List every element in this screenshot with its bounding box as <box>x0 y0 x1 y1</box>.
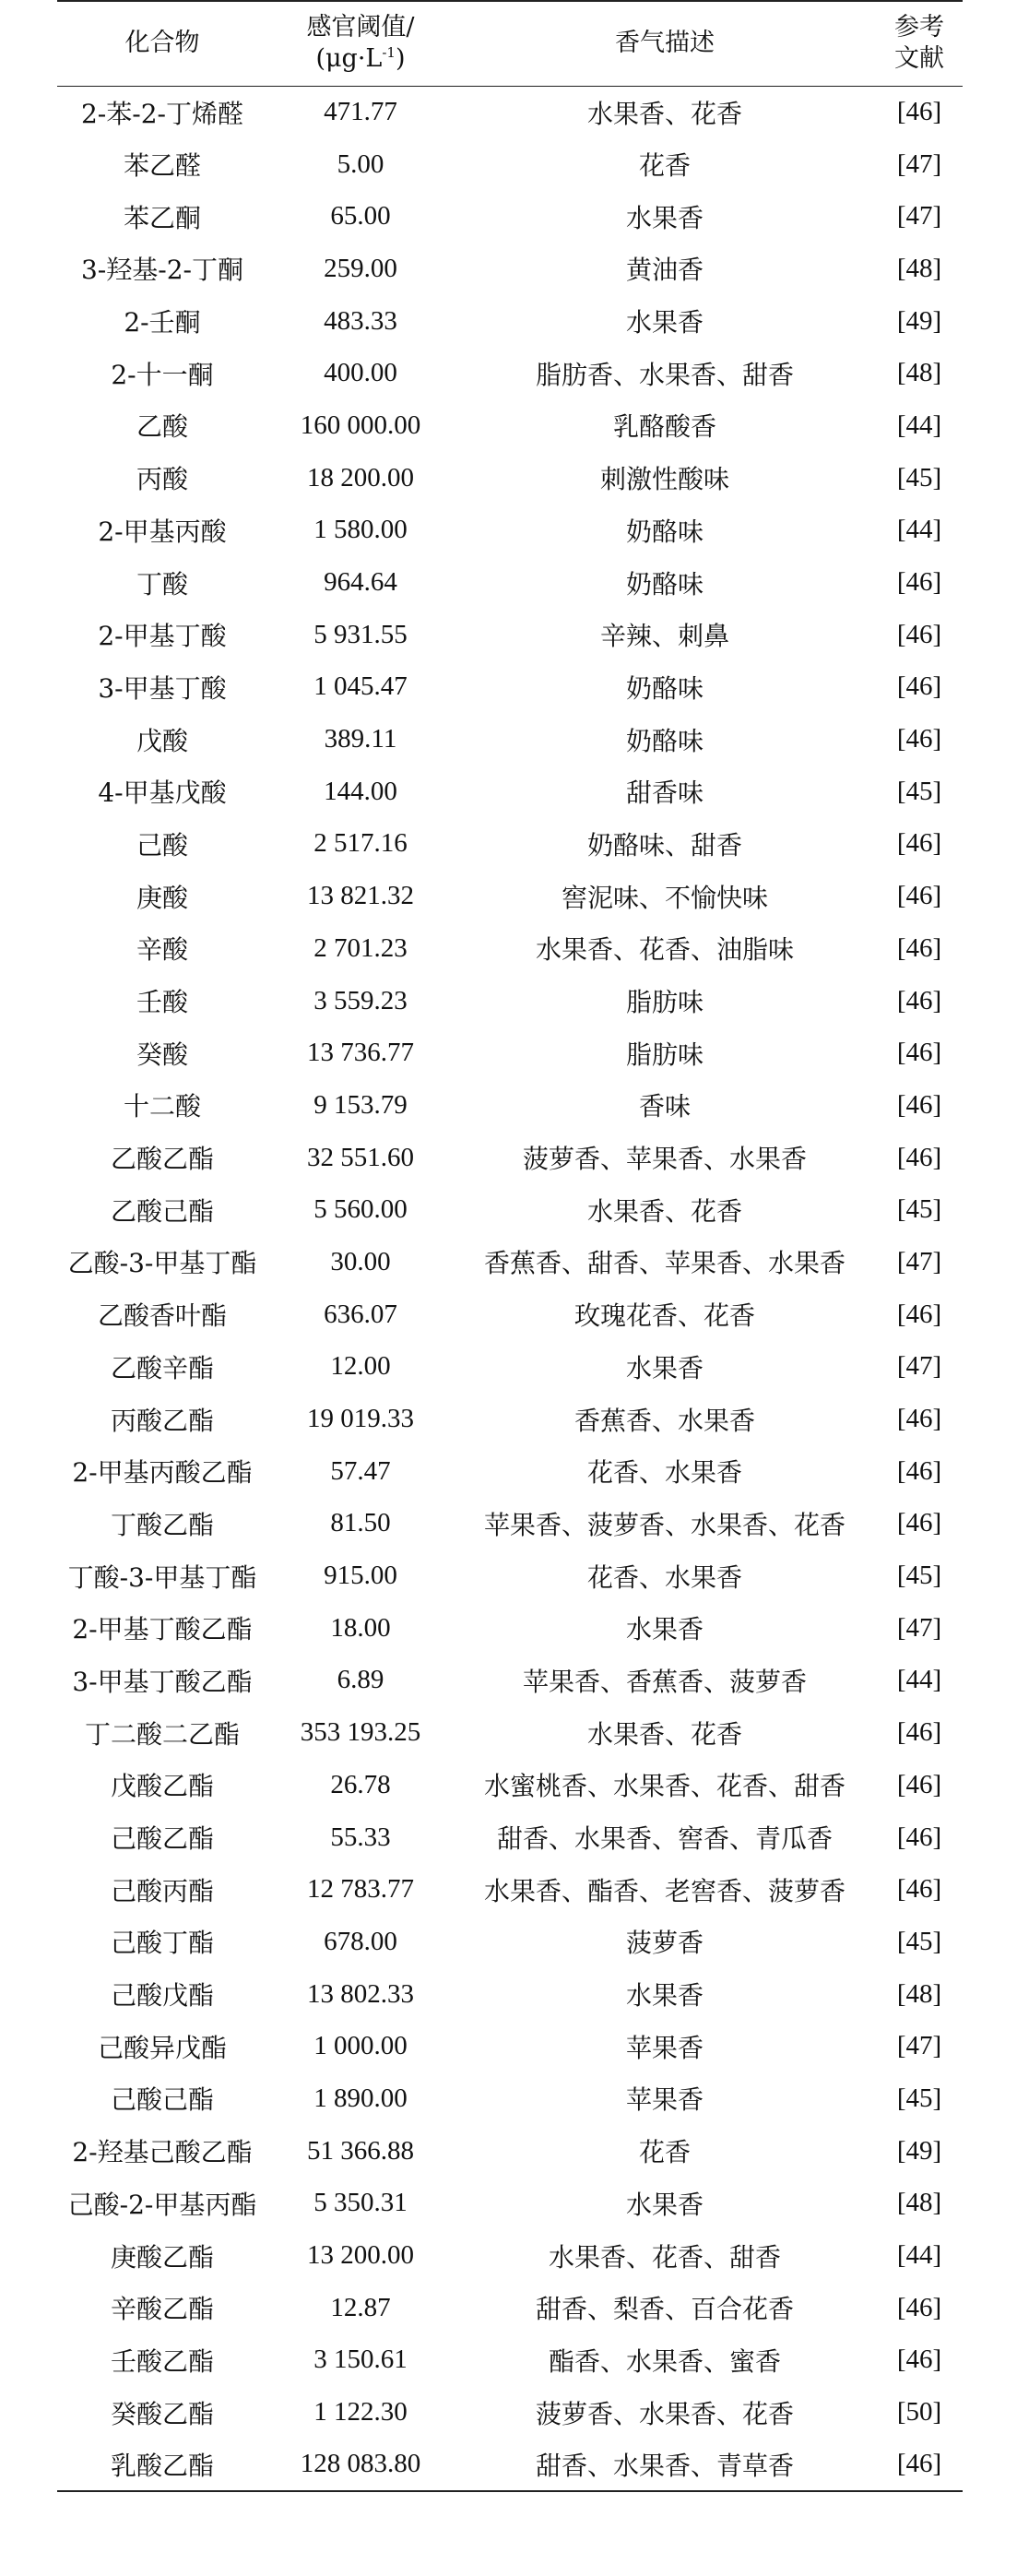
cell-reference: [44] <box>896 515 942 545</box>
cell-threshold: 12.00 <box>330 1351 391 1382</box>
cell-threshold: 12 783.77 <box>307 1874 414 1905</box>
cell-description: 甜香、水果香、窖香、青瓜香 <box>496 1823 833 1855</box>
cell-description: 菠萝香、水果香、花香 <box>535 2398 794 2429</box>
table-row <box>57 2386 963 2439</box>
cell-compound: 3-甲基丁酸 <box>98 672 227 704</box>
cell-description: 花香 <box>638 150 691 182</box>
cell-threshold: 2 701.23 <box>313 932 408 963</box>
cell-compound: 4-甲基戊酸 <box>98 778 227 809</box>
cell-reference: [46] <box>896 567 942 598</box>
cell-compound: 己酸丙酯 <box>110 1875 214 1906</box>
cell-threshold: 144.00 <box>324 776 397 806</box>
cell-compound: 戊酸乙酯 <box>110 1771 214 1802</box>
cell-threshold: 128 083.80 <box>267 2439 454 2491</box>
table-row <box>57 661 963 714</box>
cell-compound: 2-十一酮 <box>111 359 214 390</box>
cell-description: 香蕉香、甜香、苹果香、水果香 <box>483 1248 846 1279</box>
table-row <box>57 1968 963 2021</box>
table-row <box>57 870 963 922</box>
cell-threshold: 13 200.00 <box>307 2240 414 2271</box>
cell-compound: 乳酸乙酯 <box>57 2439 267 2491</box>
cell-description: 苹果香 <box>625 2032 704 2063</box>
table-row <box>57 1393 963 1445</box>
cell-threshold: 32 551.60 <box>307 1142 414 1172</box>
table-row <box>57 1288 963 1341</box>
cell-compound: 乙酸辛酯 <box>110 1352 214 1383</box>
cell-description: 脂肪味 <box>625 1039 704 1070</box>
cell-reference: [46] <box>896 619 942 649</box>
table-row <box>57 1811 963 1864</box>
cell-reference: [46] <box>896 1089 942 1120</box>
cell-reference: [50] <box>896 2397 942 2428</box>
cell-reference: [45] <box>896 1926 942 1956</box>
cell-reference: [47] <box>896 148 942 179</box>
cell-threshold: 1 045.47 <box>313 671 408 702</box>
cell-threshold: 3 559.23 <box>313 985 408 1015</box>
table-row <box>57 1236 963 1288</box>
cell-description: 脂肪味 <box>625 987 704 1018</box>
cell-threshold: 259.00 <box>324 253 397 283</box>
table-row <box>57 295 963 348</box>
table-row <box>57 190 963 243</box>
table-row <box>57 556 963 609</box>
cell-compound: 乙酸-3-甲基丁酯 <box>67 1248 257 1279</box>
cell-description: 水果香 <box>625 307 704 338</box>
cell-threshold: 5 931.55 <box>313 619 408 649</box>
cell-compound: 庚酸 <box>136 882 188 913</box>
cell-description: 乳酪酸香 <box>612 411 716 443</box>
cell-compound: 2-甲基丙酸乙酯 <box>72 1457 253 1489</box>
cell-reference: [46] <box>896 1455 942 1486</box>
cell-threshold: 81.50 <box>330 1508 391 1538</box>
cell-threshold: 1 890.00 <box>313 2083 408 2113</box>
cell-threshold: 160 000.00 <box>300 410 421 440</box>
cell-reference: [45] <box>896 2083 942 2113</box>
cell-threshold: 12.87 <box>330 2292 391 2322</box>
table-row <box>57 138 963 191</box>
cell-description: 水果香 <box>625 2189 704 2220</box>
cell-reference: [47] <box>896 1612 942 1643</box>
cell-threshold: 19 019.33 <box>307 1404 414 1434</box>
cell-compound: 辛酸乙酯 <box>110 2294 214 2325</box>
cell-compound: 苯乙醛 <box>123 150 201 182</box>
cell-threshold: 400.00 <box>324 358 397 388</box>
cell-reference: [47] <box>896 1246 942 1276</box>
cell-threshold: 26.78 <box>330 1769 391 1799</box>
cell-reference: [45] <box>896 1561 942 1591</box>
cell-description: 奶酪味、甜香 <box>586 829 742 861</box>
cell-description: 苹果香 <box>625 2084 704 2116</box>
cell-description: 甜香、水果香、青草香 <box>454 2439 876 2491</box>
cell-threshold: 3 150.61 <box>313 2345 408 2375</box>
cell-threshold: 5.00 <box>337 148 384 179</box>
cell-reference: [46] <box>896 671 942 702</box>
cell-description: 甜香、梨香、百合花香 <box>535 2294 794 2325</box>
cell-compound: 2-苯-2-丁烯醛 <box>80 98 243 129</box>
cell-description: 水果香 <box>625 1980 704 2012</box>
table-row <box>57 1027 963 1079</box>
cell-threshold: 18.00 <box>330 1612 391 1643</box>
cell-description: 花香、水果香 <box>586 1457 742 1489</box>
cell-compound: 己酸丁酯 <box>110 1928 214 1959</box>
cell-description: 水果香 <box>625 202 704 233</box>
table-row <box>57 1445 963 1498</box>
cell-description: 水果香、花香、油脂味 <box>535 934 794 966</box>
table-row <box>57 1132 963 1184</box>
cell-compound: 3-甲基丁酸乙酯 <box>72 1666 253 1697</box>
cell-threshold: 483.33 <box>324 305 397 336</box>
cell-threshold: 1 122.30 <box>313 2397 408 2428</box>
cell-compound: 乙酸 <box>136 411 188 443</box>
cell-compound: 己酸 <box>136 829 188 861</box>
cell-reference: [46] <box>896 1142 942 1172</box>
cell-description: 水果香 <box>625 1614 704 1645</box>
table-row <box>57 2334 963 2387</box>
cell-reference: [48] <box>896 253 942 283</box>
cell-reference: [46] <box>896 2292 942 2322</box>
cell-compound: 庚酸乙酯 <box>110 2241 214 2273</box>
cell-reference: [46] <box>896 1874 942 1905</box>
cell-threshold: 389.11 <box>324 724 397 754</box>
cell-threshold: 13 736.77 <box>307 1038 414 1068</box>
cell-compound: 丁二酸二乙酯 <box>84 1718 240 1750</box>
table-row <box>57 1498 963 1550</box>
cell-reference: [46] <box>896 1038 942 1068</box>
cell-compound: 2-甲基丁酸乙酯 <box>72 1614 253 1645</box>
cell-reference: [46] <box>896 881 942 911</box>
cell-reference: [48] <box>896 358 942 388</box>
table-row <box>57 1759 963 1811</box>
cell-description: 甜香味 <box>625 778 704 809</box>
table-body <box>57 86 963 2491</box>
cell-description: 酯香、水果香、蜜香 <box>548 2345 781 2377</box>
cell-threshold: 57.47 <box>330 1455 391 1486</box>
cell-compound: 苯乙酮 <box>123 202 201 233</box>
cell-reference: [49] <box>896 305 942 336</box>
cell-description: 玫瑰花香、花香 <box>574 1300 755 1332</box>
header-compound: 化合物 <box>57 1 267 86</box>
table-row <box>57 1341 963 1394</box>
cell-threshold: 915.00 <box>324 1561 397 1591</box>
cell-compound: 丙酸 <box>136 464 188 495</box>
cell-reference: [47] <box>896 1351 942 1382</box>
cell-compound: 丁酸 <box>136 568 188 599</box>
cell-compound: 十二酸 <box>123 1091 201 1122</box>
cell-description: 奶酪味 <box>625 725 704 756</box>
table-row <box>57 1602 963 1655</box>
cell-description: 脂肪香、水果香、甜香 <box>535 359 794 390</box>
cell-description: 窖泥味、不愉快味 <box>561 882 768 913</box>
table-row <box>57 609 963 661</box>
header-threshold-unit <box>267 43 454 75</box>
cell-threshold: 13 821.32 <box>307 881 414 911</box>
header-threshold-unit-suffix: ) <box>395 44 406 74</box>
header-reference <box>876 1 963 86</box>
cell-threshold: 353 193.25 <box>300 1717 421 1748</box>
table-row <box>57 713 963 766</box>
table-row <box>57 2282 963 2334</box>
cell-description: 苹果香、香蕉香、菠萝香 <box>522 1666 807 1697</box>
cell-compound: 2-甲基丁酸 <box>98 621 227 652</box>
cell-reference: [46] <box>876 2439 963 2491</box>
cell-reference: [46] <box>896 1717 942 1748</box>
table-row <box>57 452 963 505</box>
header-threshold-unit-prefix: (μg·L <box>315 44 383 74</box>
cell-reference: [44] <box>896 2240 942 2271</box>
cell-reference: [45] <box>896 776 942 806</box>
cell-compound: 2-甲基丙酸 <box>98 516 227 547</box>
cell-threshold: 964.64 <box>324 567 397 598</box>
cell-reference: [49] <box>896 2135 942 2166</box>
table-row <box>57 2229 963 2282</box>
cell-reference: [44] <box>896 1665 942 1695</box>
table-row <box>57 818 963 871</box>
cell-reference: [46] <box>896 97 942 127</box>
cell-reference: [47] <box>896 2031 942 2061</box>
cell-compound: 3-羟基-2-丁酮 <box>80 255 243 286</box>
cell-description: 菠萝香 <box>625 1928 704 1959</box>
cell-compound: 丁酸-3-甲基丁酯 <box>67 1561 257 1593</box>
cell-description: 水果香、花香 <box>586 1195 742 1227</box>
cell-description: 辛辣、刺鼻 <box>599 621 729 652</box>
table-row <box>57 2439 963 2491</box>
cell-reference: [46] <box>896 1404 942 1434</box>
table-row <box>57 399 963 452</box>
cell-compound: 辛酸 <box>136 934 188 966</box>
table-row <box>57 1183 963 1236</box>
cell-description: 奶酪味 <box>625 568 704 599</box>
cell-reference: [46] <box>896 1822 942 1852</box>
cell-reference: [44] <box>896 410 942 440</box>
cell-description: 刺激性酸味 <box>599 464 729 495</box>
cell-threshold: 13 802.33 <box>307 1978 414 2009</box>
cell-compound: 2-壬酮 <box>124 307 201 338</box>
cell-threshold: 471.77 <box>324 97 397 127</box>
cell-threshold: 678.00 <box>324 1926 397 1956</box>
table-row <box>57 2125 963 2178</box>
cell-reference: [48] <box>896 1978 942 2009</box>
table-row <box>57 86 963 138</box>
table-row <box>57 1863 963 1916</box>
table-row <box>57 922 963 975</box>
header-threshold-unit-sup: -1 <box>382 44 396 62</box>
cell-reference: [46] <box>896 932 942 963</box>
cell-compound: 己酸戊酯 <box>110 1980 214 2012</box>
cell-description: 水果香、酯香、老窖香、菠萝香 <box>483 1875 846 1906</box>
table-row <box>57 1549 963 1602</box>
cell-threshold: 1 580.00 <box>313 515 408 545</box>
cell-description: 水果香、花香 <box>586 98 742 129</box>
cell-threshold: 30.00 <box>330 1246 391 1276</box>
cell-description: 花香、水果香 <box>586 1561 742 1593</box>
cell-reference: [45] <box>896 1194 942 1225</box>
cell-compound: 丁酸乙酯 <box>110 1509 214 1540</box>
header-threshold-label: 感官阈值/ <box>306 13 415 42</box>
cell-threshold: 1 000.00 <box>313 2031 408 2061</box>
table-row <box>57 505 963 557</box>
table-row <box>57 2072 963 2125</box>
cell-description: 黄油香 <box>625 255 704 286</box>
table-row <box>57 1655 963 1707</box>
cell-threshold: 18 200.00 <box>307 462 414 493</box>
cell-threshold: 55.33 <box>330 1822 391 1852</box>
table-row <box>57 766 963 818</box>
cell-description: 水蜜桃香、水果香、花香、甜香 <box>483 1771 846 1802</box>
cell-compound: 癸酸 <box>136 1039 188 1070</box>
header-reference-line2: 文献 <box>894 44 944 74</box>
cell-compound: 戊酸 <box>136 725 188 756</box>
cell-reference: [46] <box>896 1299 942 1329</box>
cell-reference: [46] <box>896 2345 942 2375</box>
cell-reference: [45] <box>896 462 942 493</box>
cell-threshold: 636.07 <box>324 1299 397 1329</box>
table-row <box>57 1706 963 1759</box>
cell-threshold: 5 560.00 <box>313 1194 408 1225</box>
cell-description: 香味 <box>638 1091 691 1122</box>
table-row <box>57 1079 963 1132</box>
table-row <box>57 2178 963 2230</box>
cell-description: 水果香 <box>625 1352 704 1383</box>
table-row <box>57 2020 963 2072</box>
odor-threshold-table-container <box>57 0 963 2492</box>
cell-reference: [46] <box>896 1769 942 1799</box>
header-description: 香气描述 <box>454 1 876 86</box>
cell-compound: 2-羟基己酸乙酯 <box>72 2137 253 2168</box>
cell-reference: [47] <box>896 201 942 231</box>
cell-compound: 乙酸乙酯 <box>110 1144 214 1175</box>
cell-compound: 己酸乙酯 <box>110 1823 214 1855</box>
cell-description: 苹果香、菠萝香、水果香、花香 <box>483 1509 846 1540</box>
table-row <box>57 1916 963 1968</box>
cell-threshold: 6.89 <box>337 1665 384 1695</box>
cell-reference: [46] <box>896 828 942 859</box>
cell-compound: 己酸己酯 <box>110 2084 214 2116</box>
header-row <box>57 1 963 86</box>
header-reference-line1: 参考 <box>894 13 944 42</box>
table-header <box>57 1 963 86</box>
table-row <box>57 243 963 295</box>
cell-reference: [46] <box>896 985 942 1015</box>
cell-compound: 壬酸 <box>136 987 188 1018</box>
cell-description: 奶酪味 <box>625 672 704 704</box>
cell-description: 菠萝香、苹果香、水果香 <box>522 1144 807 1175</box>
table-row <box>57 975 963 1027</box>
cell-reference: [46] <box>896 1508 942 1538</box>
cell-compound: 癸酸乙酯 <box>110 2398 214 2429</box>
cell-threshold: 9 153.79 <box>313 1089 408 1120</box>
table-row <box>57 347 963 399</box>
cell-compound: 己酸-2-甲基丙酯 <box>67 2189 257 2220</box>
cell-description: 水果香、花香 <box>586 1718 742 1750</box>
cell-threshold: 65.00 <box>330 201 391 231</box>
cell-reference: [46] <box>896 724 942 754</box>
cell-threshold: 51 366.88 <box>307 2135 414 2166</box>
cell-reference: [48] <box>896 2188 942 2218</box>
cell-description: 香蕉香、水果香 <box>574 1405 755 1436</box>
cell-compound: 壬酸乙酯 <box>110 2345 214 2377</box>
cell-compound: 乙酸己酯 <box>110 1195 214 1227</box>
cell-description: 花香 <box>638 2137 691 2168</box>
cell-compound: 丙酸乙酯 <box>110 1405 214 1436</box>
header-threshold <box>267 1 454 86</box>
odor-threshold-table <box>57 0 963 2492</box>
cell-threshold: 5 350.31 <box>313 2188 408 2218</box>
cell-description: 水果香、花香、甜香 <box>548 2241 781 2273</box>
cell-compound: 乙酸香叶酯 <box>97 1300 227 1332</box>
cell-description: 奶酪味 <box>625 516 704 547</box>
cell-threshold: 2 517.16 <box>313 828 408 859</box>
cell-compound: 己酸异戊酯 <box>97 2032 227 2063</box>
